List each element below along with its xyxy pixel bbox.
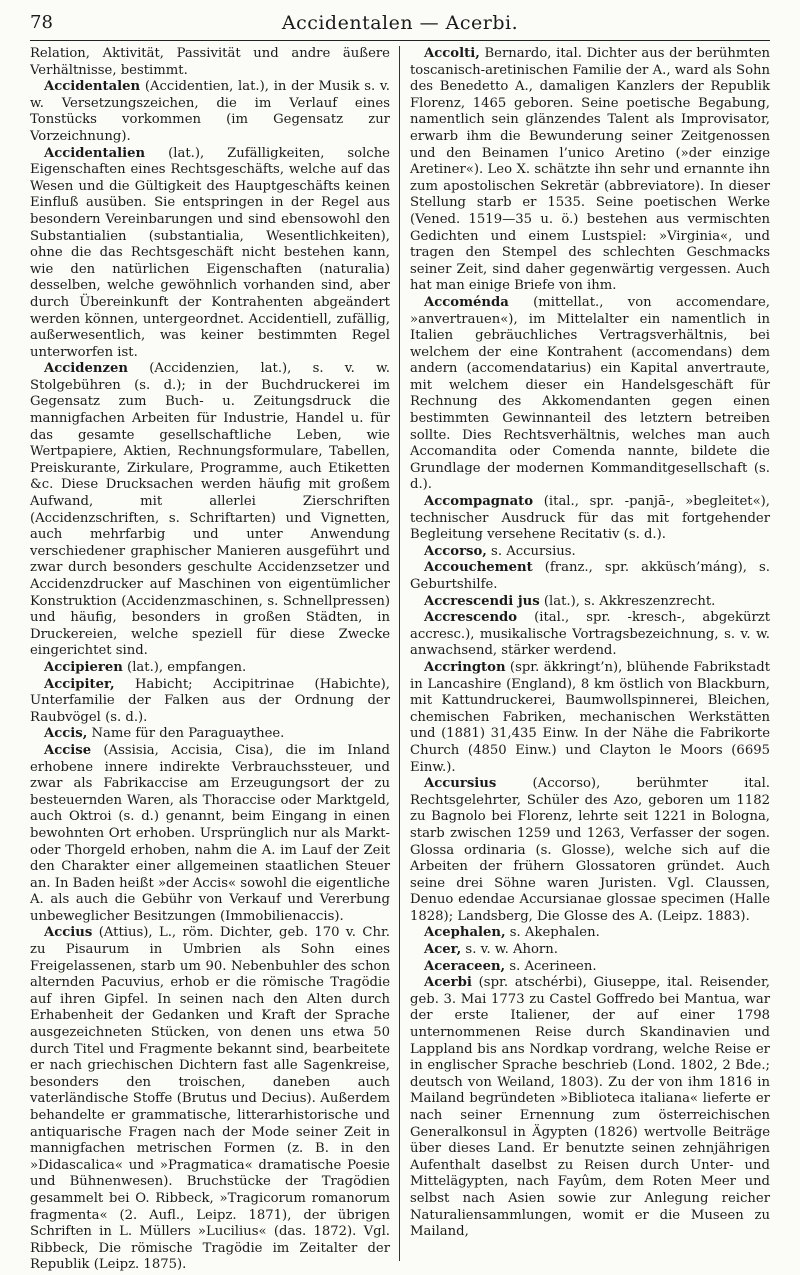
entry-text: (lat.), s. Akkreszenzrecht.: [539, 593, 716, 609]
entry-text: Habicht; Accipitrinae (Habichte), Unterfamilie der Falken aus der Ordnung der Raubvögel (s. d.).: [30, 676, 390, 725]
entry-text: (Accorso), berühmter ital. Rechtsgelehrter, Schüler des Azo, geboren um 1182 zu Bagnolo bei Florenz, lehrte seit 1221 in Bologna, starb zwischen 1259 und 1263, Verfasser der sogen. Glossa ordinaria (s. Glosse), welche sich auf die Arbeiten der frühern Glossatoren gründet. Auch seine drei Söhne waren Juristen. Vgl. Claussen, Denuo edendae Accursianae glossae specimen (Halle 1828); Landsberg, Die Glosse des A. (Leipz. 1883).: [410, 776, 770, 924]
entry-text: Bernardo, ital. Dichter aus der berühmten toscanisch-aretinischen Familie der A., ward als Sohn des Benedetto A., damaligen Kanzlers der Republik Florenz, 1465 geboren. Seine poetische Begabung, namentlich sein glänzendes Talent als Improvisator, erwarb ihm die Bewunderung seiner Zeitgenossen und den Beinamen l’unico Aretino (»der einzige Aretiner«). Leo X. schätzte ihn sehr und ernannte ihn zum apostolischen Sekretär (abbreviatore). In dieser Stellung starb er 1535. Seine poetischen Werke (Vened. 1519—35 u. ö.) bestehen aus vermischten Gedichten und einem Lustspiel: »Virginia«, und tragen den Stempel des schlechten Geschmacks seiner Zeit, sind daher gegenwärtig vergessen. Auch hat man einige Briefe von ihm.: [410, 46, 770, 294]
dictionary-entry: [30, 46, 390, 79]
dictionary-entry: [410, 610, 770, 660]
entry-text: (spr. äkkringt’n), blühende Fabrikstadt in Lancashire (England), 8 km östlich von Blackburn, mit Kattundruckerei, Baumwollspinnerei, Bleichen, chemischen Fabriken, mechanischen Werkstätten und (1881) 31,435 Einw. In der Nähe die Fabrikorte Church (4850 Einw.) und Clayton le Moors (6695 Einw.).: [410, 659, 770, 775]
entry-headword: Aceraceen,: [424, 958, 506, 974]
entry-text: s. Acerineen.: [505, 958, 597, 974]
dictionary-entry: [410, 594, 770, 611]
entry-headword: Accise: [44, 742, 92, 758]
entry-text: (spr. atschérbi), Giuseppe, ital. Reisender, geb. 3. Mai 1773 zu Castel Goffredo bei Mantua, war der erste Italiener, der auf einer 1798 unternommenen Reise durch Skandinavien und Lappland bis ans Nordkap vordrang, welche Reise er in englischer Sprache beschrieb (Lond. 1802, 2 Bde.; deutsch von Weiland, 1803). Zu der von ihm 1816 in Mailand begründeten »Biblioteca italiana« lieferte er nach seiner Ernennung zum österreichischen Generalkonsul in Ägypten (1826) wertvolle Beiträge über dieses Land. Er benutzte seinen zehnjährigen Aufenthalt daselbst zu Reisen durch Unter- und Mittelägypten, nach Fayûm, dem Roten Meer und selbst nach Asien sowie zur Anlegung reicher Naturaliensammlungen, womit er die Museen zu Mailand,: [410, 975, 770, 1240]
running-head: Accidentalen — Acerbi.: [281, 12, 519, 34]
column-divider: [399, 46, 400, 1261]
entry-headword: Accidentalen: [44, 79, 141, 95]
dictionary-entry: [410, 975, 770, 1241]
entry-headword: Acer,: [424, 942, 462, 958]
dictionary-entry: [30, 743, 390, 926]
entry-headword: Accius: [44, 925, 93, 941]
entry-text: s. v. w. Ahorn.: [461, 942, 558, 958]
dictionary-entry: [410, 776, 770, 925]
entry-headword: Accidentalien: [44, 145, 146, 161]
entry-headword: Accolti,: [424, 46, 480, 61]
dictionary-entry: [30, 925, 390, 1273]
entry-text: (Accidenzien, lat.), s. v. w. Stolgebühren (s. d.); in der Buchdruckerei im Gegensatz zum Buch- u. Zeitungsdruck die mannigfachen Arbeiten für Industrie, Handel u. für das gesamte gesellschaftliche Leben, wie Wertpapiere, Aktien, Rechnungsformulare, Tabellen, Preiskurante, Zirkulare, Programme, auch Etiketten &c. Diese Drucksachen werden häufig mit großem Aufwand, mit allerlei Zierschriften (Accidenzschriften, s. Schriftarten) und Vignetten, auch mehrfarbig und unter Anwendung verschiedener graphischer Manieren ausgeführt und zwar durch besonders geschulte Accidenzsetzer und Accidenzdrucker auf Maschinen von eigentümlicher Konstruktion (Accidenzmaschinen, s. Schnellpressen) und häufig, besonders in großen Städten, in Druckereien, welche speziell für diese Zwecke eingerichtet sind.: [30, 361, 390, 659]
left-column: [30, 46, 390, 1273]
entry-text: s. Accursius.: [486, 543, 576, 559]
dictionary-entry: [410, 544, 770, 561]
entry-headword: Accursius: [424, 776, 497, 792]
dictionary-entry: [410, 660, 770, 776]
entry-headword: Accipieren: [44, 659, 123, 675]
entry-headword: Accorso,: [424, 543, 487, 559]
entry-headword: Accompagnato: [424, 494, 534, 510]
entry-text: (mittellat., von accomendare, »anvertrauen«), im Mittelalter ein namentlich in Italien gebräuchliches Vertragsverhältnis, bei welchem der eine Kontrahent (accomendans) dem andern (accomendatarius) ein Kapital anvertraute, mit welchem dieser ein Handelsgeschäft für Rechnung des Akkomendanten gegen einen bestimmten Gewinnanteil des letztern betreiben sollte. Dies Rechtsverhältnis, welches man auch Accomandita oder Comenda nannte, bildete die Grundlage der modernen Kommanditgesellschaft (s. d.).: [410, 294, 770, 493]
entry-headword: Accidenzen: [44, 361, 128, 377]
dictionary-entry: [30, 361, 390, 660]
right-column: [410, 46, 770, 1256]
dictionary-entry: [30, 79, 390, 145]
entry-headword: Accrescendo: [424, 610, 518, 626]
entry-headword: Accipiter,: [44, 676, 115, 692]
dictionary-entry: [410, 494, 770, 544]
dictionary-entry: [410, 46, 770, 295]
entry-headword: Accrington: [424, 659, 506, 675]
entry-text: (lat.), Zufälligkeiten, solche Eigenschaften eines Rechtsgeschäfts, welche auf das Wesen und die Gültigkeit des Hauptgeschäfts keinen Einfluß ausüben. Sie entspringen in der Regel aus besondern Vereinbarungen und sind ebensowohl den Substantialien (substantialia, Wesentlichkeiten), ohne die das Rechtsgeschäft nicht bestehen kann, wie den natürlichen Eigenschaften (naturalia) desselben, welche gewöhnlich vorhanden sind, aber durch Übereinkunft der Kontrahenten abgeändert werden können, untergeordnet. Accidentiell, zufällig, außerwesentlich, was keiner bestimmten Regel unterworfen ist.: [30, 145, 390, 360]
entry-headword: Accrescendi jus: [424, 593, 540, 609]
entry-headword: Accouchement: [424, 560, 533, 576]
dictionary-entry: [410, 942, 770, 959]
entry-text: (lat.), empfangen.: [122, 659, 247, 675]
dictionary-entry: [410, 560, 770, 593]
entry-headword: Acerbi: [424, 975, 472, 991]
page-number: 78: [30, 12, 53, 33]
dictionary-entry: [410, 959, 770, 976]
dictionary-entry: [410, 925, 770, 942]
entry-headword: Accoménda: [424, 294, 509, 310]
dictionary-entry: [30, 660, 390, 677]
entry-text: Relation, Aktivität, Passivität und andre äußere Verhältnisse, bestimmt.: [30, 46, 390, 78]
entry-text: s. Akephalen.: [505, 925, 600, 941]
entry-text: (ital., spr. -kresch-, abgekürzt accresc.), musikalische Vortragsbezeichnung, s. v. w. anwachsend, stärker werdend.: [410, 610, 770, 659]
entry-text: Name für den Paraguaythee.: [87, 726, 285, 742]
entry-text: (Accidentien, lat.), in der Musik s. v. w. Versetzungszeichen, die im Verlauf eines Tonstücks vorkommen (im Gegensatz zur Vorzeichnung).: [30, 79, 390, 144]
page-header: [30, 10, 770, 41]
dictionary-entry: [30, 677, 390, 727]
entry-text: (Attius), L., röm. Dichter, geb. 170 v. Chr. zu Pisaurum in Umbrien als Sohn eines Freigelassenen, starb um 90. Nebenbuhler des schon alternden Pacuvius, erhob er die römische Tragödie auf ihren Gipfel. In seinen nach den Alten durch Erhabenheit der Gedanken und Kraft der Sprache ausgezeichneten Stücken, von denen uns etwa 50 durch Titel und Fragmente bekannt sind, bearbeitete er nach griechischen Dichtern fast alle Sagenkreise, besonders den troischen, daneben auch vaterländische Stoffe (Brutus und Decius). Außerdem behandelte er grammatische, litterarhistorische und antiquarische Fragen nach der Mode seiner Zeit in mannigfachen metrischen Formen (z. B. in den »Didascalica« und »Pragmatica« dramatische Poesie und Bühnenwesen). Bruchstücke der Tragödien gesammelt bei O. Ribbeck, »Tragicorum romanorum fragmenta« (2. Aufl., Leipz. 1871), der übrigen Schriften in L. Müllers »Lucilius« (das. 1872). Vgl. Ribbeck, Die römische Tragödie im Zeitalter der Republik (Leipz. 1875).: [30, 925, 390, 1273]
dictionary-entry: [410, 295, 770, 494]
entry-headword: Acephalen,: [424, 925, 506, 941]
entry-text: (ital., spr. -panjā-, »begleitet«), technischer Ausdruck für das mit fortgehender Begleitung versehene Recitativ (s. d.).: [410, 494, 770, 543]
entry-headword: Accis,: [44, 726, 88, 742]
dictionary-entry: [30, 726, 390, 743]
entry-text: (Assisia, Accisia, Cisa), die im Inland erhobene innere indirekte Verbrauchssteuer, und zwar als Fabrikaccise am Erzeugungsort der zu besteuernden Waren, als Thoraccise oder Marktgeld, auch Oktroi (s. d.) genannt, beim Eingang in einen bewohnten Ort erhoben. Ursprünglich nur als Markt- oder Thorgeld erhoben, nahm die A. im Lauf der Zeit den Charakter einer allgemeinen staatlichen Steuer an. In Baden heißt »der Accis« sowohl die eigentliche A. als auch die Gebühr von Verkauf und Vererbung unbeweglicher Besitzungen (Immobilienaccis).: [30, 742, 390, 924]
entry-text: (franz., spr. akküsch’máng), s. Geburtshilfe.: [410, 560, 770, 592]
dictionary-entry: [30, 146, 390, 362]
